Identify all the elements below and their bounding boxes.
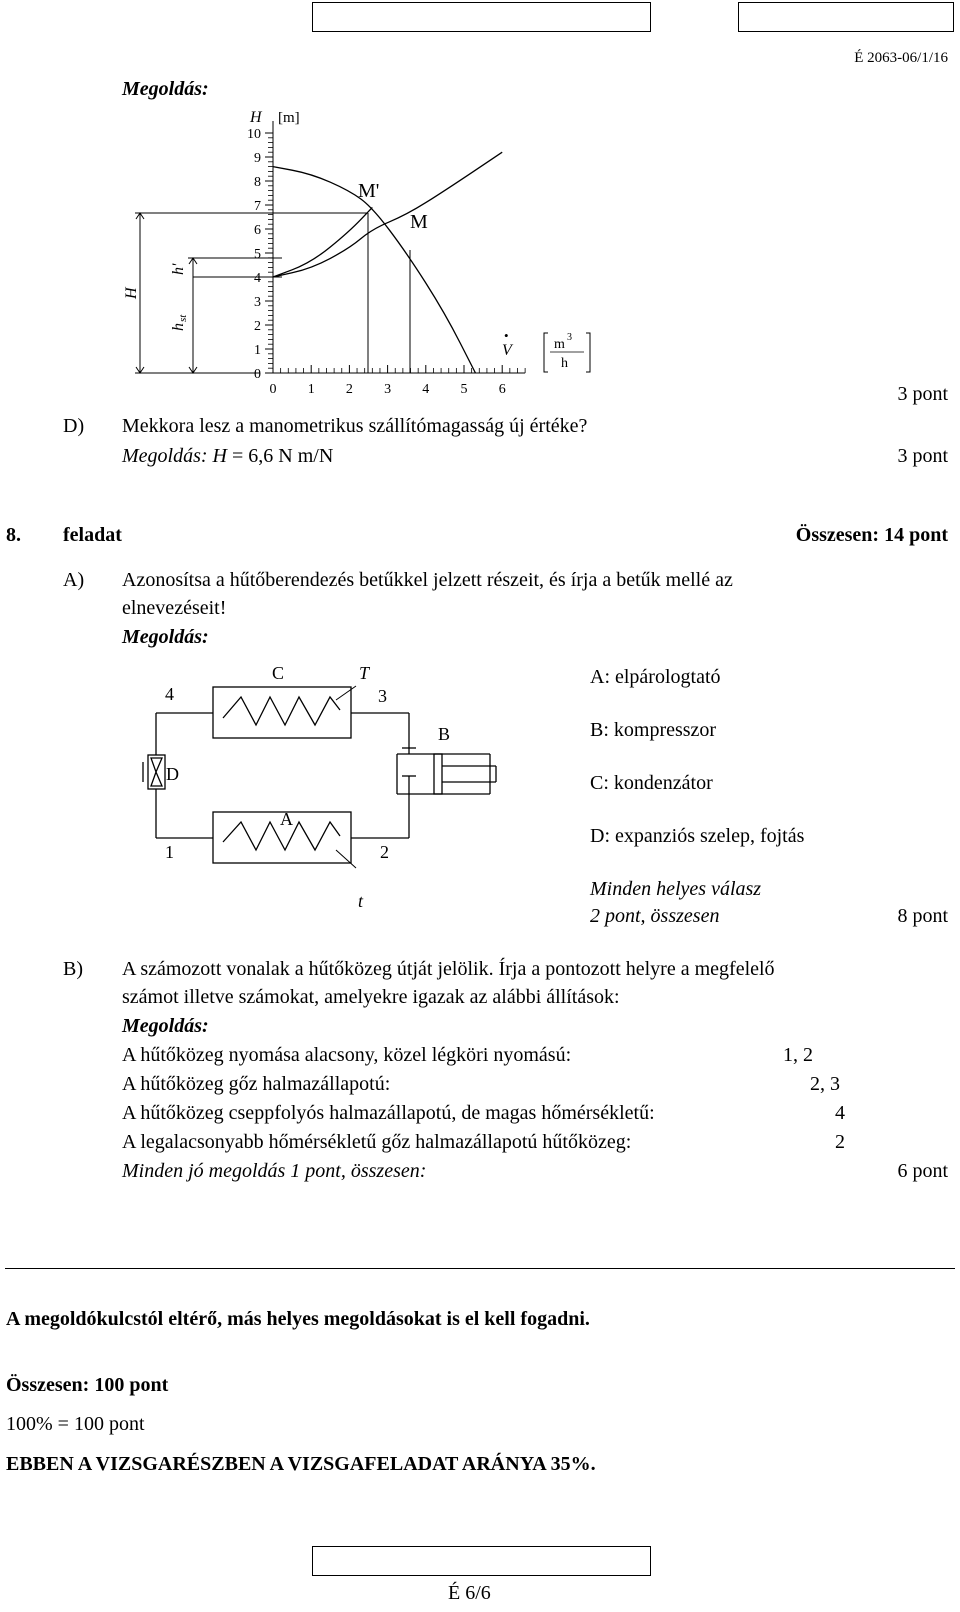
flow-unit-bracket [544, 332, 590, 372]
a-letter: A) [63, 569, 85, 591]
answer-2: 2, 3 [810, 1073, 840, 1095]
footer-ratio: EBBEN A VIZSGARÉSZBEN A VIZSGAFELADAT ARÁNYA 35%. [6, 1453, 596, 1475]
a-note-line1: Minden helyes válasz [590, 878, 762, 900]
y-tick-label: 4 [254, 271, 261, 286]
operating-point-m: M [410, 211, 428, 233]
y-tick-label: 5 [254, 247, 261, 262]
answer-1: 1, 2 [783, 1044, 813, 1066]
y-tick-label: 3 [254, 295, 261, 310]
a-question-line1: Azonosítsa a hűtőberendezés betűkkel jelzett részeit, és írja a betűk mellé az [122, 569, 733, 591]
d-solution-label: Megoldás: [122, 445, 208, 467]
answer-a: A: elpárologtató [590, 666, 721, 688]
b-solution-label: Megoldás: [122, 1015, 209, 1037]
svg-text:h: h [561, 356, 568, 371]
x-tick-label: 2 [345, 382, 353, 397]
b-letter: B) [63, 958, 83, 980]
task8-title: feladat [63, 524, 122, 546]
label-t-lower: t [358, 891, 364, 910]
d-letter: D) [63, 415, 85, 437]
x-tick-label: 5 [460, 382, 468, 397]
h-axis-unit: [m] [278, 110, 300, 126]
svg-text:m: m [554, 337, 565, 352]
task8-number: 8. [6, 524, 21, 546]
a-note-line2: 2 pont, összesen [590, 905, 720, 927]
label-4: 4 [165, 684, 174, 704]
y-tick-label: 6 [254, 223, 261, 238]
y-tick-label: 0 [254, 367, 261, 382]
footer-note: A megoldókulcstól eltérő, más helyes megoldásokat is el kell fogadni. [6, 1308, 590, 1330]
footer-percent: 100% = 100 pont [6, 1413, 145, 1435]
series-curve-1 [273, 152, 502, 277]
statement-4: A legalacsonyabb hőmérsékletű gőz halmazállapotú hűtőközeg: [122, 1131, 632, 1153]
x-tick-label: 3 [384, 382, 392, 397]
answer-d: D: expanziós szelep, fojtás [590, 825, 805, 847]
label-1: 1 [165, 842, 174, 862]
series-curve-2 [273, 207, 372, 277]
a-question-line2: elnevezéseit! [122, 597, 227, 619]
x-tick-label: 0 [269, 382, 277, 397]
answer-4: 2 [835, 1131, 845, 1153]
label-c: C [272, 663, 285, 683]
dim-label-h-prime: h' [170, 263, 187, 275]
label-t-upper: T [359, 663, 370, 683]
footer-total: Összesen: 100 pont [6, 1374, 169, 1396]
y-tick-label: 10 [247, 127, 261, 142]
label-2: 2 [380, 842, 389, 862]
svg-text:3: 3 [567, 332, 572, 343]
label-3: 3 [378, 686, 387, 706]
dim-label-hst [170, 314, 189, 331]
y-tick-label: 1 [254, 343, 261, 358]
dim-label-h: H [123, 287, 140, 299]
page-number: É 6/6 [448, 1582, 491, 1604]
answer-c: C: kondenzátor [590, 772, 713, 794]
b-question-line2: számot illetve számokat, amelyekre igazak az alábbi állítások: [122, 986, 620, 1008]
solution-label-chart: Megoldás: [122, 78, 209, 100]
answer-3: 4 [835, 1102, 845, 1124]
y-tick-label: 9 [254, 151, 261, 166]
answer-b: B: kompresszor [590, 719, 717, 741]
y-tick-label: 2 [254, 319, 261, 334]
v-dot-icon: • [504, 328, 509, 343]
y-tick-label: 7 [254, 199, 261, 214]
x-tick-label: 1 [307, 382, 315, 397]
condenser-c [213, 687, 351, 738]
expansion-valve-d [143, 755, 165, 789]
pump-characteristic-chart [0, 0, 960, 420]
footer-box [312, 1546, 651, 1576]
a-points: 8 pont [897, 905, 948, 927]
doc-code: É 2063-06/1/16 [854, 50, 948, 66]
svg-text:h: h [170, 323, 187, 331]
points-chart: 3 pont [897, 383, 948, 405]
footer-divider [5, 1268, 955, 1269]
x-tick-label: 6 [498, 382, 506, 397]
label-b: B [438, 724, 451, 744]
y-tick-label: 8 [254, 175, 261, 190]
d-solution [122, 445, 333, 468]
x-tick-label: 4 [422, 382, 430, 397]
compressor-b [397, 748, 496, 794]
label-a: A [280, 809, 293, 829]
label-d: D [166, 764, 179, 784]
b-note: Minden jó megoldás 1 pont, összesen: [122, 1160, 427, 1182]
d-solution-h: H [212, 445, 227, 467]
task8-total: Összesen: 14 pont [795, 524, 948, 546]
a-solution-label: Megoldás: [122, 626, 209, 648]
b-points: 6 pont [897, 1160, 948, 1182]
d-solution-value: = 6,6 N m/N [227, 445, 334, 467]
statement-1: A hűtőközeg nyomása alacsony, közel légköri nyomású: [122, 1044, 572, 1066]
d-question: Mekkora lesz a manometrikus szállítómagasság új értéke? [122, 415, 588, 437]
svg-text:st: st [177, 314, 189, 322]
refrigeration-cycle-diagram [0, 650, 960, 910]
statement-2: A hűtőközeg gőz halmazállapotú: [122, 1073, 391, 1095]
v-axis-label: V [502, 342, 512, 359]
operating-point-m-prime: M' [358, 180, 380, 202]
b-question-line1: A számozott vonalak a hűtőközeg útját jelölik. Írja a pontozott helyre a megfelelő [122, 958, 775, 980]
statement-3: A hűtőközeg cseppfolyós halmazállapotú, de magas hőmérsékletű: [122, 1102, 655, 1124]
d-points: 3 pont [897, 445, 948, 467]
h-axis-label: H [250, 109, 262, 126]
